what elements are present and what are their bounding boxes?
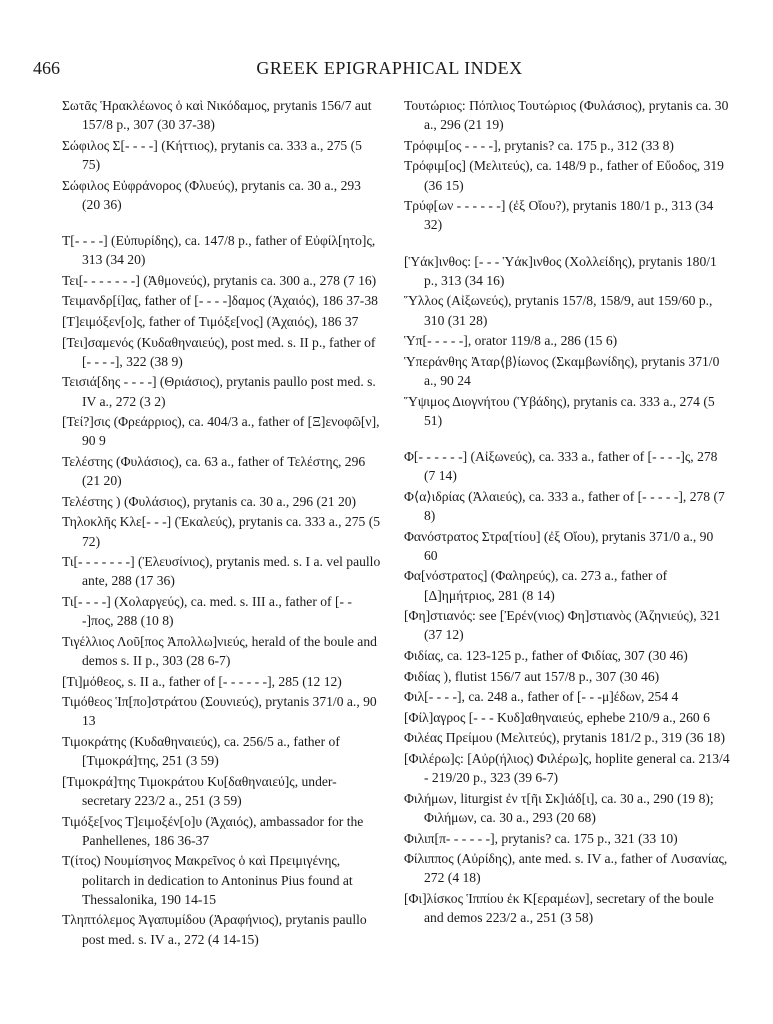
index-entry: [Τει]σαμενός (Κυδαθηναιεύς), post med. s. II p., father of [- - - -], 322 (38 9) [62,334,376,369]
index-entry: Ὑπ[- - - - -], orator 119/8 a., 286 (15 6) [404,333,618,349]
index-entry: Τ[- - - -] (Εὐπυρίδης), ca. 147/8 p., father of Εὐφίλ[ητο]ς, 313 (34 20) [62,233,376,268]
index-entry: Τιμόξε[νος Τ]ειμοξέν[ο]υ (Ἀχαιός), ambassador for the Panhellenes, 186 36-37 [62,813,364,848]
index-entry: Φ[- - - - - -] (Αἰξωνεύς), ca. 333 a., father of [- - - -]ς, 278 (7 14) [404,448,718,484]
index-entry: Ὕψιμος Διογνήτου (Ὑβάδης), prytanis ca. 333 a., 274 (5 51) [404,393,715,428]
index-entry: [Τι]μόθεος, s. II a., father of [- - - - - -], 285 (12 12) [62,673,342,689]
index-column-right [404,96,730,929]
index-entry: Φιλέας Πρείμου (Μελιτεύς), prytanis 181/2 p., 319 (36 18) [404,730,725,746]
index-entry: Ὑπεράνθης Ἀταρ⟨β⟩ίωνος (Σκαμβωνίδης), prytanis 371/0 a., 90 24 [404,353,720,388]
index-entry: [Φι]λίσκος Ἱππίου ἐκ Κ[εραμέων], secretary of the boule and demos 223/2 a., 251 (3 58) [404,890,714,926]
index-entry: [Φιλέρω]ς: [Αὐρ(ήλιος) Φιλέρω]ς, hoplite general ca. 213/4 - 219/20 p., 323 (39 6-7) [404,750,730,786]
index-entry: Τι[- - - - - - -] (Ἐλευσίνιος), prytanis med. s. I a. vel paullo ante, 288 (17 36) [62,554,381,589]
index-entry: Τηλοκλῆς Κλε[- - -] (Ἐκαλεύς), prytanis ca. 333 a., 275 (5 72) [62,514,381,549]
index-entry: Τιμοκράτης (Κυδαθηναιεύς), ca. 256/5 a., father of [Τιμοκρά]της, 251 (3 59) [62,733,340,769]
index-entry: Τιμόθεος Ἱπ[πο]στράτου (Σουνιεύς), prytanis 371/0 a., 90 13 [62,694,377,729]
index-entry: Σωτᾶς Ἡρακλέωνος ὁ καὶ Νικόδαμος, prytanis 156/7 aut 157/8 p., 307 (30 37-38) [62,98,372,133]
index-entry: [Ὑάκ]ινθος: [- - - Ὑάκ]ινθος (Χολλείδης), prytanis 180/1 p., 313 (34 16) [404,253,717,288]
index-entry: Τρόφιμ[ος - - - -], prytanis? ca. 175 p., 312 (33 8) [404,137,674,153]
page-header [33,58,746,82]
index-entry: [Τιμοκρά]της Τιμοκράτου Κυ[δαθηναιεύ]ς, under-secretary 223/2 a., 251 (3 59) [62,773,337,808]
index-entry: Φ⟨α⟩ιδρίας (Ἁλαιεύς), ca. 333 a., father of [- - - - -], 278 (7 8) [404,488,725,523]
index-entry: Φιλιπ[π- - - - - -], prytanis? ca. 175 p., 321 (33 10) [404,830,678,846]
index-entry: Τρόφιμ[ος] (Μελιτεύς), ca. 148/9 p., father of Εὔοδος, 319 (36 15) [404,158,724,193]
index-entry: [Τ]ειμόξεν[ο]ς, father of Τιμόξε[νος] (Ἀχαιός), 186 37 [62,313,359,329]
index-entry: [Τεί?]σις (Φρεάρριος), ca. 404/3 a., father of [Ξ]ενοφῶ[ν], 90 9 [62,414,380,449]
index-entry: Φίλιππος (Αὐρίδης), ante med. s. IV a., father of Λυσανίας, 272 (4 18) [404,851,728,886]
index-entry: Τει[- - - - - - -] (Ἀθμονεύς), prytanis ca. 300 a., 278 (7 16) [62,272,377,288]
index-entry: Φιλήμων, liturgist ἐν τ[ῆι Σκ]ιάδ[ι], ca. 30 a., 290 (19 8); Φιλήμων, ca. 30 a., 293 (20 68) [404,790,714,825]
page-number: 466 [33,58,60,78]
index-entry: Φιλ[- - - -], ca. 248 a., father of [- - -μ]έδων, 254 4 [404,689,679,705]
index-entry: [Φη]στιανός: see [Ἐρέν(νιος) Φη]στιανὸς (Ἀζηνιεύς), 321 (37 12) [404,608,721,643]
index-entry: Σώφιλος Εὐφράνορος (Φλυεύς), prytanis ca. 30 a., 293 (20 36) [62,177,361,212]
index-entry: Φα[νόστρατος] (Φαληρεύς), ca. 273 a., father of [Δ]ημήτριος, 281 (8 14) [404,568,668,603]
index-column-left [62,96,382,950]
index-entry: Τελέστης (Φυλάσιος), ca. 63 a., father of Τελέστης, 296 (21 20) [62,453,366,489]
index-entry: Τιγέλλιος Λοῦ[πος Ἀπολλω]νιεύς, herald of the boule and demos s. II p., 303 (28 6-7) [62,633,377,668]
index-entry: Φανόστρατος Στρα[τίου] (ἐξ Οἴου), prytanis 371/0 a., 90 60 [404,528,714,563]
index-entry: Τειμανδρ[ί]ας, father of [- - - -]δαμος (Ἀχαιός), 186 37-38 [62,293,378,309]
index-entry: Τουτώριος: Πόπλιος Τουτώριος (Φυλάσιος), prytanis ca. 30 a., 296 (21 19) [404,98,729,133]
index-entry: Ὕλλος (Αἰξωνεύς), prytanis 157/8, 158/9, aut 159/60 p., 310 (31 28) [404,293,713,328]
running-title: GREEK EPIGRAPHICAL INDEX [256,58,523,78]
index-entry: Τελέστης ) (Φυλάσιος), prytanis ca. 30 a., 296 (21 20) [62,493,357,509]
index-entry: Τρύφ[ων - - - - - -] (ἐξ Οἴου?), prytanis 180/1 p., 313 (34 32) [404,198,714,233]
index-entry: [Φίλ]αγρος [- - - Κυδ]αθηναιεύς, ephebe 210/9 a., 260 6 [404,709,710,725]
index-entry: Τ(ίτος) Νουμίσηνος Μακρεῖνος ὁ καὶ Πρειμιγένης, politarch in dedication to Antoninus Pius found at Thessalonika, 190 14-15 [62,853,353,907]
index-entry: Τληπτόλεμος Ἀγαπυμίδου (Ἀραφήνιος), prytanis paullo post med. s. IV a., 272 (4 14-15) [62,912,367,947]
index-entry: Φιδίας, ca. 123-125 p., father of Φιδίας, 307 (30 46) [404,647,688,663]
index-entry: Σώφιλος Σ[- - - -] (Κήττιος), prytanis ca. 333 a., 275 (5 75) [62,137,362,172]
index-entry: Τι[- - - -] (Χολαργεύς), ca. med. s. III a., father of [- - -]πος, 288 (10 8) [62,593,352,629]
index-entry: Τεισιά[δης - - - -] (Θριάσιος), prytanis paullo post med. s. IV a., 272 (3 2) [62,374,376,409]
index-entry: Φιδίας ), flutist 156/7 aut 157/8 p., 307 (30 46) [404,668,660,684]
